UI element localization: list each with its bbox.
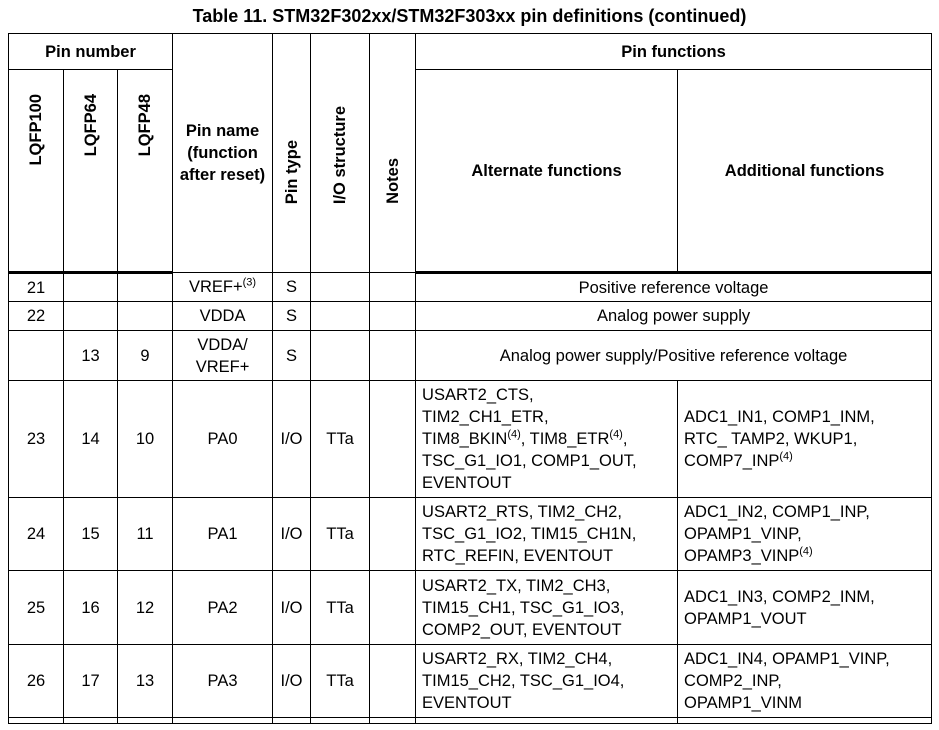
cell-io-structure xyxy=(311,302,370,331)
table-row xyxy=(9,381,932,498)
cell-additional-functions: ADC1_IN4, OPAMP1_VINP, COMP2_INP, OPAMP1_VINM xyxy=(678,645,932,718)
cell-additional-functions: ADC1_IN2, COMP1_INP, OPAMP1_VINP, OPAMP3_VINP$^{(4)}$ xyxy=(678,498,932,571)
cell-additional-functions: ADC1_IN1, COMP1_INM, RTC_ TAMP2, WKUP1, COMP7_INP$^{(4)}$ xyxy=(678,381,932,498)
cell-lqfp64: 17 xyxy=(64,645,118,718)
footnote-ref: (3) xyxy=(242,276,257,289)
table-row xyxy=(9,331,932,381)
cell-lqfp48 xyxy=(118,302,173,331)
cell-notes xyxy=(370,645,416,718)
cell-lqfp64 xyxy=(64,302,118,331)
cell-lqfp64: 16 xyxy=(64,571,118,645)
cell-notes xyxy=(370,381,416,498)
alternate-functions-header: Alternate functions xyxy=(416,70,678,273)
lqfp64-header: LQFP64 xyxy=(64,70,118,273)
cell-pin-type: I/O xyxy=(273,381,311,498)
cell-io-structure xyxy=(311,273,370,302)
notes-header: Notes xyxy=(370,34,416,273)
cell-pin-type: I/O xyxy=(273,571,311,645)
additional-functions-header: Additional functions xyxy=(678,70,932,273)
cell-lqfp48: 10 xyxy=(118,381,173,498)
io-structure-header: I/O structure xyxy=(311,34,370,273)
footnote-ref: (4) xyxy=(609,428,623,441)
cell-pin-name: PA1 xyxy=(173,498,273,571)
cell-notes xyxy=(370,273,416,302)
lqfp100-header: LQFP100 xyxy=(9,70,64,273)
cell-io-structure: TTa xyxy=(311,498,370,571)
cell-pin-name: PA3 xyxy=(173,645,273,718)
cell-lqfp64 xyxy=(64,273,118,302)
cell-lqfp100: 24 xyxy=(9,498,64,571)
cell-alternate-functions: USART2_TX, TIM2_CH3, TIM15_CH1, TSC_G1_IO3, COMP2_OUT, EVENTOUT xyxy=(416,571,678,645)
cell-pin-name: PA0 xyxy=(173,381,273,498)
cell-pin-name: PA2 xyxy=(173,571,273,645)
table-row xyxy=(9,273,932,302)
cell-pin-type: S xyxy=(273,273,311,302)
table-row-cut xyxy=(9,718,932,724)
cell-lqfp100: 26 xyxy=(9,645,64,718)
cell-io-structure xyxy=(311,331,370,381)
cell-lqfp48: 13 xyxy=(118,645,173,718)
cell-lqfp48: 12 xyxy=(118,571,173,645)
table-row xyxy=(9,302,932,331)
pin-name-header: Pin name (function after reset) xyxy=(173,34,273,273)
pin-definitions-table xyxy=(8,33,932,724)
footnote-ref: (4) xyxy=(507,428,521,441)
cell-additional-functions: ADC1_IN3, COMP2_INM, OPAMP1_VOUT xyxy=(678,571,932,645)
cell-io-structure: TTa xyxy=(311,571,370,645)
cell-pin-name: VREF+$^{(3)}$ xyxy=(173,273,273,302)
cell-pin-type: I/O xyxy=(273,498,311,571)
cell-lqfp100 xyxy=(9,331,64,381)
cell-lqfp48: 11 xyxy=(118,498,173,571)
cell-pin-name: VDDA/ VREF+ xyxy=(173,331,273,381)
cell-pin-functions: Positive reference voltage xyxy=(416,273,932,302)
cell-lqfp100: 23 xyxy=(9,381,64,498)
cell-pin-functions: Analog power supply/Positive reference voltage xyxy=(416,331,932,381)
footnote-ref: (4) xyxy=(799,545,813,558)
pin-number-header: Pin number xyxy=(9,34,173,70)
cell-lqfp48 xyxy=(118,273,173,302)
cell-lqfp64: 15 xyxy=(64,498,118,571)
cell-pin-functions: Analog power supply xyxy=(416,302,932,331)
cell-lqfp64: 13 xyxy=(64,331,118,381)
cell-io-structure: TTa xyxy=(311,645,370,718)
pin-type-header: Pin type xyxy=(273,34,311,273)
cell-alternate-functions: USART2_RX, TIM2_CH4, TIM15_CH2, TSC_G1_IO4, EVENTOUT xyxy=(416,645,678,718)
cell-lqfp48: 9 xyxy=(118,331,173,381)
table-row xyxy=(9,645,932,718)
pin-functions-header: Pin functions xyxy=(416,34,932,70)
cell-pin-type: S xyxy=(273,331,311,381)
table-title: Table 11. STM32F302xx/STM32F303xx pin definitions (continued) xyxy=(192,6,747,26)
cell-pin-name: VDDA xyxy=(173,302,273,331)
cell-pin-type: I/O xyxy=(273,645,311,718)
table-row xyxy=(9,498,932,571)
table-row xyxy=(9,571,932,645)
cell-notes xyxy=(370,571,416,645)
cell-notes xyxy=(370,302,416,331)
cell-lqfp100: 22 xyxy=(9,302,64,331)
cell-lqfp64: 14 xyxy=(64,381,118,498)
cell-alternate-functions: USART2_RTS, TIM2_CH2, TSC_G1_IO2, TIM15_CH1N, RTC_REFIN, EVENTOUT xyxy=(416,498,678,571)
cell-lqfp100: 25 xyxy=(9,571,64,645)
cell-notes xyxy=(370,331,416,381)
cell-io-structure: TTa xyxy=(311,381,370,498)
lqfp48-header: LQFP48 xyxy=(118,70,173,273)
cell-alternate-functions: USART2_CTS, TIM2_CH1_ETR, TIM8_BKIN$^{(4)}$, TIM8_ETR$^{(4)}$, TSC_G1_IO1, COMP1_OUT, EVENTOUT xyxy=(416,381,678,498)
footnote-ref: (4) xyxy=(779,450,793,463)
cell-pin-type: S xyxy=(273,302,311,331)
cell-lqfp100: 21 xyxy=(9,273,64,302)
cell-notes xyxy=(370,498,416,571)
